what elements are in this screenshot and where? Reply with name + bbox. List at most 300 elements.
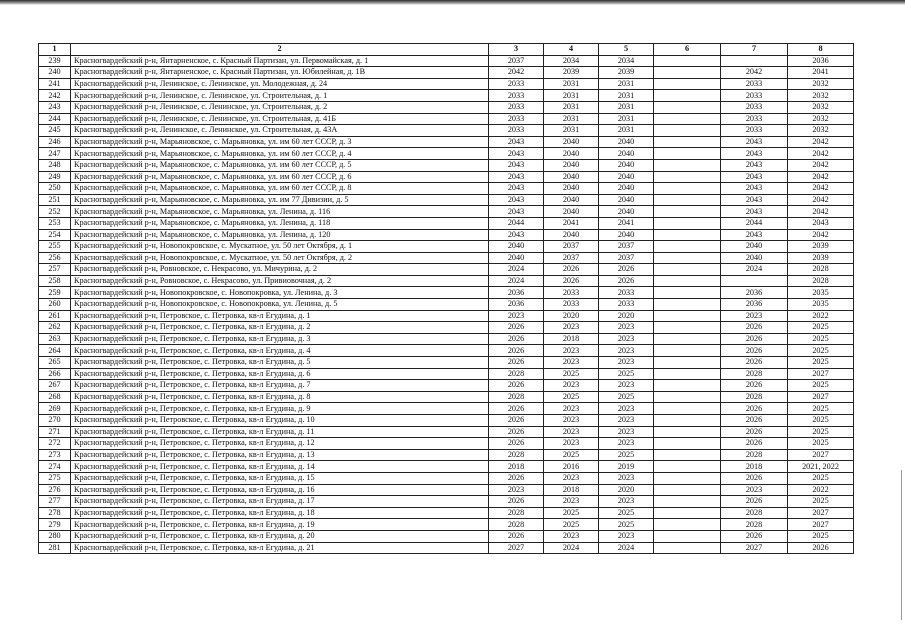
- year-cell-col5: 2026: [599, 275, 654, 287]
- year-cell-col8: 2032: [788, 101, 854, 113]
- address-cell: Красногвардейский р-н, Ленинское, с. Ленинское, ул. Строительная, д. 43А: [71, 125, 489, 137]
- year-cell-col7: 2028: [721, 519, 788, 531]
- address-cell: Красногвардейский р-н, Ленинское, с. Ленинское, ул. Строительная, д. 2: [71, 101, 489, 113]
- year-cell-col3: 2043: [489, 183, 544, 195]
- year-cell-col4: 2031: [544, 113, 599, 125]
- year-cell-col5: 2033: [599, 299, 654, 311]
- year-cell-col7: 2043: [721, 183, 788, 195]
- year-cell-col5: 2033: [599, 287, 654, 299]
- year-cell-col7: 2033: [721, 113, 788, 125]
- table-row: [39, 380, 854, 392]
- row-number-cell: 239: [39, 55, 71, 67]
- year-cell-col6: [654, 287, 721, 299]
- table-row: [39, 403, 854, 415]
- table-row: [39, 241, 854, 253]
- address-cell: Красногвардейский р-н, Марьяновское, с. Марьяновка, ул. Ленина, д. 120: [71, 229, 489, 241]
- year-cell-col5: 2037: [599, 252, 654, 264]
- address-cell: Красногвардейский р-н, Петровское, с. Петровка, кв-л Егудина, д. 8: [71, 391, 489, 403]
- address-cell: Красногвардейский р-н, Марьяновское, с. Марьяновка, ул. им 60 лет СССР, д. 6: [71, 171, 489, 183]
- year-cell-col4: 2024: [544, 542, 599, 554]
- address-cell: Красногвардейский р-н, Марьяновское, с. Марьяновка, ул. им 77 Дивизии, д. 5: [71, 194, 489, 206]
- year-cell-col6: [654, 380, 721, 392]
- row-number-cell: 276: [39, 484, 71, 496]
- year-cell-col6: [654, 148, 721, 160]
- row-number-cell: 256: [39, 252, 71, 264]
- year-cell-col5: 2025: [599, 449, 654, 461]
- year-cell-col5: 2040: [599, 171, 654, 183]
- table-row: [39, 101, 854, 113]
- year-cell-col5: 2023: [599, 333, 654, 345]
- year-cell-col7: 2028: [721, 507, 788, 519]
- year-cell-col3: 2028: [489, 391, 544, 403]
- year-cell-col7: 2024: [721, 264, 788, 276]
- row-number-cell: 278: [39, 507, 71, 519]
- address-cell: Красногвардейский р-н, Петровское, с. Петровка, кв-л Егудина, д. 11: [71, 426, 489, 438]
- year-cell-col4: 2023: [544, 322, 599, 334]
- address-cell: Красногвардейский р-н, Петровское, с. Петровка, кв-л Егудина, д. 3: [71, 333, 489, 345]
- year-cell-col3: 2026: [489, 357, 544, 369]
- address-cell: Красногвардейский р-н, Петровское, с. Петровка, кв-л Егудина, д. 15: [71, 472, 489, 484]
- header-cell: 7: [721, 44, 788, 56]
- year-cell-col7: 2027: [721, 542, 788, 554]
- year-cell-col6: [654, 357, 721, 369]
- year-cell-col3: 2026: [489, 415, 544, 427]
- row-number-cell: 243: [39, 101, 71, 113]
- year-cell-col6: [654, 472, 721, 484]
- year-cell-col6: [654, 368, 721, 380]
- year-cell-col8: 2027: [788, 391, 854, 403]
- year-cell-col4: 2026: [544, 275, 599, 287]
- row-number-cell: 254: [39, 229, 71, 241]
- table-row: [39, 310, 854, 322]
- address-cell: Красногвардейский р-н, Ленинское, с. Ленинское, ул. Строительная, д. 41Б: [71, 113, 489, 125]
- table-row: [39, 217, 854, 229]
- address-cell: Красногвардейский р-н, Петровское, с. Петровка, кв-л Егудина, д. 5: [71, 357, 489, 369]
- table-row: [39, 264, 854, 276]
- table-row: [39, 519, 854, 531]
- address-cell: Красногвардейский р-н, Петровское, с. Петровка, кв-л Егудина, д. 4: [71, 345, 489, 357]
- row-number-cell: 251: [39, 194, 71, 206]
- table-row: [39, 357, 854, 369]
- row-number-cell: 257: [39, 264, 71, 276]
- year-cell-col4: 2040: [544, 148, 599, 160]
- year-cell-col5: 2031: [599, 125, 654, 137]
- address-cell: Красногвардейский р-н, Петровское, с. Петровка, кв-л Егудина, д. 12: [71, 438, 489, 450]
- year-cell-col5: 2040: [599, 159, 654, 171]
- table-row: [39, 136, 854, 148]
- year-cell-col4: 2031: [544, 78, 599, 90]
- year-cell-col5: 2023: [599, 357, 654, 369]
- year-cell-col6: [654, 101, 721, 113]
- year-cell-col3: 2026: [489, 333, 544, 345]
- year-cell-col8: 2027: [788, 507, 854, 519]
- year-cell-col7: 2026: [721, 426, 788, 438]
- year-cell-col7: 2043: [721, 206, 788, 218]
- year-cell-col3: 2026: [489, 403, 544, 415]
- year-cell-col8: 2036: [788, 55, 854, 67]
- year-cell-col5: 2023: [599, 426, 654, 438]
- header-cell: 4: [544, 44, 599, 56]
- year-cell-col3: 2033: [489, 113, 544, 125]
- year-cell-col6: [654, 55, 721, 67]
- year-cell-col4: 2023: [544, 415, 599, 427]
- schedule-table: [38, 43, 854, 554]
- year-cell-col7: 2026: [721, 530, 788, 542]
- year-cell-col7: 2026: [721, 496, 788, 508]
- address-cell: Красногвардейский р-н, Петровское, с. Петровка, кв-л Егудина, д. 19: [71, 519, 489, 531]
- table-row: [39, 194, 854, 206]
- year-cell-col3: 2043: [489, 159, 544, 171]
- year-cell-col3: 2028: [489, 507, 544, 519]
- year-cell-col3: 2043: [489, 171, 544, 183]
- table-row: [39, 461, 854, 473]
- year-cell-col5: 2040: [599, 183, 654, 195]
- address-cell: Красногвардейский р-н, Ленинское, с. Ленинское, ул. Строительная, д. 1: [71, 90, 489, 102]
- year-cell-col8: 2041: [788, 67, 854, 79]
- year-cell-col8: 2042: [788, 194, 854, 206]
- year-cell-col7: 2028: [721, 368, 788, 380]
- table-row: [39, 113, 854, 125]
- year-cell-col7: 2036: [721, 299, 788, 311]
- year-cell-col6: [654, 299, 721, 311]
- year-cell-col6: [654, 333, 721, 345]
- address-cell: Красногвардейский р-н, Новопокровское, с. Новопокровка, ул. Ленина, д. 5: [71, 299, 489, 311]
- year-cell-col8: 2025: [788, 357, 854, 369]
- address-cell: Красногвардейский р-н, Петровское, с. Петровка, кв-л Егудина, д. 10: [71, 415, 489, 427]
- year-cell-col5: 2041: [599, 217, 654, 229]
- year-cell-col4: 2023: [544, 403, 599, 415]
- year-cell-col7: [721, 55, 788, 67]
- year-cell-col5: 2040: [599, 206, 654, 218]
- year-cell-col5: 2023: [599, 415, 654, 427]
- year-cell-col3: 2026: [489, 345, 544, 357]
- year-cell-col3: 2033: [489, 101, 544, 113]
- address-cell: Красногвардейский р-н, Марьяновское, с. Марьяновка, ул. Ленина, д. 118: [71, 217, 489, 229]
- year-cell-col8: 2039: [788, 252, 854, 264]
- table-body: [39, 55, 854, 554]
- year-cell-col6: [654, 206, 721, 218]
- address-cell: Красногвардейский р-н, Марьяновское, с. Марьяновка, ул. Ленина, д. 116: [71, 206, 489, 218]
- table-row: [39, 229, 854, 241]
- table-row: [39, 90, 854, 102]
- year-cell-col4: 2023: [544, 530, 599, 542]
- year-cell-col7: 2033: [721, 125, 788, 137]
- year-cell-col4: 2023: [544, 496, 599, 508]
- year-cell-col5: 2023: [599, 530, 654, 542]
- address-cell: Красногвардейский р-н, Петровское, с. Петровка, кв-л Егудина, д. 6: [71, 368, 489, 380]
- address-cell: Красногвардейский р-н, Новопокровское, с. Новопокровка, ул. Ленина, д. 3: [71, 287, 489, 299]
- row-number-cell: 259: [39, 287, 71, 299]
- row-number-cell: 249: [39, 171, 71, 183]
- year-cell-col6: [654, 217, 721, 229]
- year-cell-col6: [654, 159, 721, 171]
- year-cell-col4: 2018: [544, 484, 599, 496]
- year-cell-col4: 2023: [544, 438, 599, 450]
- year-cell-col3: 2024: [489, 275, 544, 287]
- year-cell-col4: 2039: [544, 67, 599, 79]
- year-cell-col3: 2043: [489, 206, 544, 218]
- row-number-cell: 253: [39, 217, 71, 229]
- year-cell-col5: 2023: [599, 403, 654, 415]
- year-cell-col5: 2034: [599, 55, 654, 67]
- year-cell-col4: 2020: [544, 310, 599, 322]
- table-row: [39, 159, 854, 171]
- year-cell-col3: 2028: [489, 449, 544, 461]
- year-cell-col7: 2033: [721, 101, 788, 113]
- year-cell-col7: 2028: [721, 449, 788, 461]
- year-cell-col4: 2040: [544, 159, 599, 171]
- table-row: [39, 507, 854, 519]
- year-cell-col6: [654, 438, 721, 450]
- row-number-cell: 280: [39, 530, 71, 542]
- year-cell-col8: 2025: [788, 496, 854, 508]
- year-cell-col3: 2028: [489, 368, 544, 380]
- row-number-cell: 258: [39, 275, 71, 287]
- year-cell-col3: 2026: [489, 426, 544, 438]
- table-row: [39, 55, 854, 67]
- year-cell-col3: 2023: [489, 310, 544, 322]
- year-cell-col4: 2033: [544, 287, 599, 299]
- address-cell: Красногвардейский р-н, Янтарненское, с. Красный Партизан, ул. Первомайская, д. 1: [71, 55, 489, 67]
- year-cell-col3: 2028: [489, 519, 544, 531]
- year-cell-col8: 2042: [788, 206, 854, 218]
- year-cell-col7: 2040: [721, 252, 788, 264]
- year-cell-col8: 2025: [788, 380, 854, 392]
- year-cell-col8: 2027: [788, 368, 854, 380]
- scan-edge-mark: [901, 470, 902, 620]
- address-cell: Красногвардейский р-н, Петровское, с. Петровка, кв-л Егудина, д. 18: [71, 507, 489, 519]
- year-cell-col3: 2024: [489, 264, 544, 276]
- year-cell-col4: 2040: [544, 206, 599, 218]
- year-cell-col3: 2026: [489, 472, 544, 484]
- year-cell-col6: [654, 310, 721, 322]
- year-cell-col6: [654, 496, 721, 508]
- year-cell-col8: 2025: [788, 426, 854, 438]
- year-cell-col5: 2025: [599, 519, 654, 531]
- table-row: [39, 496, 854, 508]
- row-number-cell: 240: [39, 67, 71, 79]
- year-cell-col7: 2033: [721, 90, 788, 102]
- year-cell-col8: 2032: [788, 78, 854, 90]
- year-cell-col6: [654, 322, 721, 334]
- row-number-cell: 269: [39, 403, 71, 415]
- address-cell: Красногвардейский р-н, Янтарненское, с. Красный Партизан, ул. Юбилейная, д. 1В: [71, 67, 489, 79]
- year-cell-col6: [654, 449, 721, 461]
- year-cell-col8: 2022: [788, 310, 854, 322]
- year-cell-col7: 2043: [721, 136, 788, 148]
- year-cell-col8: 2028: [788, 264, 854, 276]
- table-row: [39, 438, 854, 450]
- year-cell-col3: 2042: [489, 67, 544, 79]
- table-row: [39, 78, 854, 90]
- year-cell-col3: 2027: [489, 542, 544, 554]
- year-cell-col6: [654, 252, 721, 264]
- year-cell-col8: 2025: [788, 530, 854, 542]
- year-cell-col6: [654, 136, 721, 148]
- address-cell: Красногвардейский р-н, Марьяновское, с. Марьяновка, ул. им 60 лет СССР, д. 4: [71, 148, 489, 160]
- year-cell-col4: 2025: [544, 368, 599, 380]
- year-cell-col8: 2025: [788, 403, 854, 415]
- year-cell-col6: [654, 415, 721, 427]
- year-cell-col5: 2040: [599, 136, 654, 148]
- year-cell-col5: 2026: [599, 264, 654, 276]
- row-number-cell: 266: [39, 368, 71, 380]
- row-number-cell: 275: [39, 472, 71, 484]
- document-sheet: [38, 43, 854, 554]
- year-cell-col4: 2025: [544, 449, 599, 461]
- year-cell-col7: [721, 275, 788, 287]
- year-cell-col3: 2036: [489, 287, 544, 299]
- table-header-row: [39, 44, 854, 56]
- year-cell-col4: 2023: [544, 472, 599, 484]
- year-cell-col4: 2023: [544, 357, 599, 369]
- year-cell-col5: 2040: [599, 148, 654, 160]
- row-number-cell: 246: [39, 136, 71, 148]
- row-number-cell: 281: [39, 542, 71, 554]
- row-number-cell: 242: [39, 90, 71, 102]
- year-cell-col3: 2036: [489, 299, 544, 311]
- year-cell-col3: 2018: [489, 461, 544, 473]
- year-cell-col4: 2041: [544, 217, 599, 229]
- year-cell-col4: 2016: [544, 461, 599, 473]
- table-row: [39, 391, 854, 403]
- year-cell-col4: 2023: [544, 380, 599, 392]
- header-cell: 1: [39, 44, 71, 56]
- year-cell-col8: 2043: [788, 217, 854, 229]
- year-cell-col8: 2025: [788, 438, 854, 450]
- table-row: [39, 415, 854, 427]
- year-cell-col7: 2026: [721, 322, 788, 334]
- year-cell-col4: 2031: [544, 125, 599, 137]
- year-cell-col5: 2023: [599, 496, 654, 508]
- row-number-cell: 252: [39, 206, 71, 218]
- year-cell-col5: 2025: [599, 391, 654, 403]
- year-cell-col3: 2037: [489, 55, 544, 67]
- year-cell-col5: 2040: [599, 229, 654, 241]
- year-cell-col4: 2040: [544, 229, 599, 241]
- year-cell-col5: 2031: [599, 90, 654, 102]
- year-cell-col7: 2026: [721, 357, 788, 369]
- table-row: [39, 252, 854, 264]
- year-cell-col7: 2018: [721, 461, 788, 473]
- table-row: [39, 206, 854, 218]
- year-cell-col8: 2032: [788, 125, 854, 137]
- year-cell-col7: 2026: [721, 333, 788, 345]
- year-cell-col6: [654, 403, 721, 415]
- year-cell-col7: 2026: [721, 472, 788, 484]
- year-cell-col4: 2037: [544, 241, 599, 253]
- year-cell-col7: 2043: [721, 148, 788, 160]
- header-cell: 8: [788, 44, 854, 56]
- year-cell-col3: 2044: [489, 217, 544, 229]
- year-cell-col5: 2023: [599, 322, 654, 334]
- address-cell: Красногвардейский р-н, Петровское, с. Петровка, кв-л Егудина, д. 20: [71, 530, 489, 542]
- row-number-cell: 261: [39, 310, 71, 322]
- table-row: [39, 472, 854, 484]
- year-cell-col4: 2023: [544, 345, 599, 357]
- row-number-cell: 244: [39, 113, 71, 125]
- year-cell-col5: 2025: [599, 368, 654, 380]
- row-number-cell: 245: [39, 125, 71, 137]
- year-cell-col6: [654, 264, 721, 276]
- year-cell-col8: 2025: [788, 322, 854, 334]
- year-cell-col7: 2036: [721, 287, 788, 299]
- year-cell-col8: 2042: [788, 159, 854, 171]
- year-cell-col7: 2023: [721, 310, 788, 322]
- header-cell: 5: [599, 44, 654, 56]
- year-cell-col3: 2026: [489, 322, 544, 334]
- year-cell-col7: 2026: [721, 403, 788, 415]
- row-number-cell: 273: [39, 449, 71, 461]
- scan-top-edge: [0, 0, 905, 5]
- year-cell-col4: 2040: [544, 194, 599, 206]
- year-cell-col3: 2026: [489, 530, 544, 542]
- header-cell: 3: [489, 44, 544, 56]
- year-cell-col7: 2044: [721, 217, 788, 229]
- year-cell-col8: 2028: [788, 275, 854, 287]
- year-cell-col4: 2018: [544, 333, 599, 345]
- year-cell-col6: [654, 519, 721, 531]
- year-cell-col8: 2042: [788, 171, 854, 183]
- address-cell: Красногвардейский р-н, Ровновское, с. Некрасово, ул. Привиовочная, д. 2: [71, 275, 489, 287]
- year-cell-col6: [654, 484, 721, 496]
- year-cell-col6: [654, 78, 721, 90]
- year-cell-col5: 2025: [599, 507, 654, 519]
- year-cell-col4: 2033: [544, 299, 599, 311]
- row-number-cell: 255: [39, 241, 71, 253]
- year-cell-col8: 2042: [788, 183, 854, 195]
- row-number-cell: 260: [39, 299, 71, 311]
- year-cell-col4: 2023: [544, 426, 599, 438]
- year-cell-col4: 2026: [544, 264, 599, 276]
- year-cell-col6: [654, 171, 721, 183]
- year-cell-col5: 2031: [599, 113, 654, 125]
- address-cell: Красногвардейский р-н, Марьяновское, с. Марьяновка, ул. им 60 лет СССР, д. 5: [71, 159, 489, 171]
- year-cell-col6: [654, 125, 721, 137]
- year-cell-col7: 2026: [721, 438, 788, 450]
- year-cell-col7: 2040: [721, 241, 788, 253]
- year-cell-col8: 2025: [788, 333, 854, 345]
- year-cell-col5: 2019: [599, 461, 654, 473]
- year-cell-col4: 2037: [544, 252, 599, 264]
- year-cell-col4: 2025: [544, 507, 599, 519]
- address-cell: Красногвардейский р-н, Петровское, с. Петровка, кв-л Егудина, д. 14: [71, 461, 489, 473]
- address-cell: Красногвардейский р-н, Ровновское, с. Некрасово, ул. Мичурина, д. 2: [71, 264, 489, 276]
- table-row: [39, 426, 854, 438]
- year-cell-col7: 2043: [721, 229, 788, 241]
- year-cell-col4: 2031: [544, 90, 599, 102]
- header-cell: 2: [71, 44, 489, 56]
- row-number-cell: 265: [39, 357, 71, 369]
- year-cell-col6: [654, 461, 721, 473]
- year-cell-col4: 2034: [544, 55, 599, 67]
- address-cell: Красногвардейский р-н, Новопокровское, с. Мускатное, ул. 50 лет Октября, д. 1: [71, 241, 489, 253]
- row-number-cell: 277: [39, 496, 71, 508]
- year-cell-col8: 2022: [788, 484, 854, 496]
- address-cell: Красногвардейский р-н, Марьяновское, с. Марьяновка, ул. им 60 лет СССР, д. 3: [71, 136, 489, 148]
- row-number-cell: 268: [39, 391, 71, 403]
- year-cell-col7: 2026: [721, 380, 788, 392]
- year-cell-col3: 2026: [489, 496, 544, 508]
- year-cell-col7: 2028: [721, 391, 788, 403]
- year-cell-col3: 2026: [489, 438, 544, 450]
- year-cell-col5: 2031: [599, 101, 654, 113]
- year-cell-col7: 2026: [721, 345, 788, 357]
- year-cell-col8: 2042: [788, 148, 854, 160]
- table-row: [39, 171, 854, 183]
- address-cell: Красногвардейский р-н, Новопокровское, с. Мускатное, ул. 50 лет Октября, д. 2: [71, 252, 489, 264]
- year-cell-col3: 2023: [489, 484, 544, 496]
